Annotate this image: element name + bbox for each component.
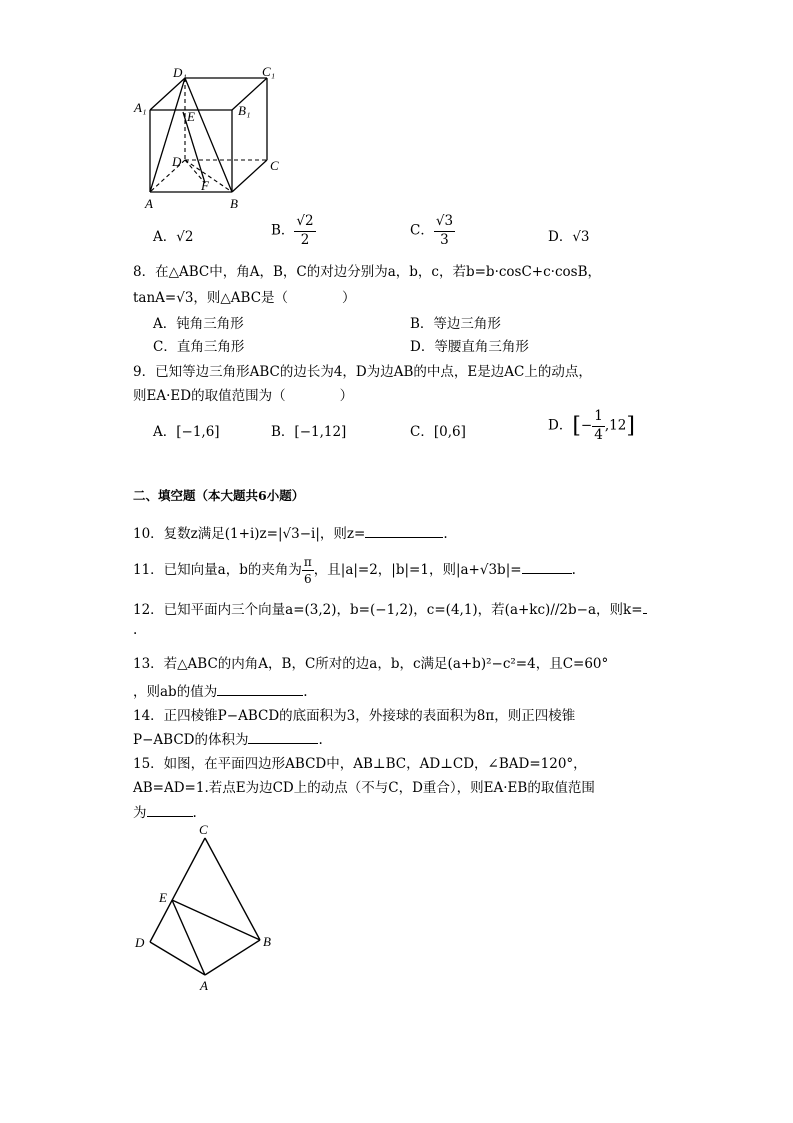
- q10: 10．复数z满足(1+i)z=|√3−i|，则z= .: [133, 526, 448, 542]
- q15-line2: AB=AD=1.若点E为边CD上的动点（不与C，D重合），则EA·EB的取值范围: [133, 780, 595, 796]
- q8-option-a: A．钝角三角形: [153, 316, 244, 332]
- cube-figure: [130, 62, 290, 212]
- q9-option-a: A．[−1,6]: [153, 424, 220, 440]
- q7-option-a: A．√2: [153, 229, 194, 245]
- q7-option-b-frac: $\frac{√2}{2}$: [296, 213, 314, 248]
- q11: 11．已知向量a，b的夹角为 $\frac{\pi}{6}$ ，且|a|=2，|b|=1，则|a+√3b|= .: [133, 555, 576, 586]
- q14-line2: P−ABCD的体积为 .: [133, 732, 323, 748]
- quad-label-C: C: [199, 822, 208, 837]
- q9-option-d-frac: $\frac{1}{4}$: [594, 408, 603, 443]
- q13-line1: 13．若△ABC的内角A，B，C所对的边a，b，c满足(a+b)²−c²=4，且C=60°: [133, 656, 609, 672]
- q14-line1: 14．正四棱锥P−ABCD的底面积为3，外接球的表面积为8π，则正四棱锥: [133, 708, 576, 724]
- q11-frac: $\frac{\pi}{6}$: [303, 555, 312, 586]
- q7-option-c: C． $\frac{√3}{3}$: [410, 213, 454, 248]
- label-A1: A₁: [134, 100, 147, 115]
- q15-line3: 为 .: [133, 805, 197, 821]
- quad-label-E: E: [159, 890, 167, 905]
- q8-line2: tanA=√3，则△ABC是（ ）: [133, 290, 356, 306]
- q8-option-b: B．等边三角形: [410, 316, 501, 332]
- quad-label-A: A: [200, 978, 208, 993]
- q8-line1: 8．在△ABC中，角A，B，C的对边分别为a，b，c，若b=b·cosC+c·cosB，: [133, 264, 602, 280]
- label-C1: C₁: [262, 64, 276, 79]
- label-D1: D₁: [173, 65, 187, 80]
- label-F: F: [201, 178, 209, 193]
- quadrilateral-figure: [130, 820, 290, 995]
- q7-option-d: D．√3: [548, 229, 590, 245]
- q7-option-d-expr: √3: [572, 229, 590, 245]
- q15-answer-blank[interactable]: [147, 816, 193, 817]
- q12-end: .: [133, 622, 138, 638]
- q10-answer-blank[interactable]: [365, 537, 443, 538]
- q9-line2: 则EA·ED的取值范围为（ ）: [133, 388, 354, 404]
- quad-label-B: B: [263, 934, 271, 949]
- label-B: B: [230, 196, 238, 211]
- section-2-title: 二、填空题（本大题共6小题）: [133, 488, 305, 503]
- label-A: A: [145, 196, 153, 211]
- q12-answer-blank[interactable]: [643, 613, 647, 614]
- q8-option-d: D．等腰直角三角形: [410, 339, 529, 355]
- quad-label-D: D: [135, 935, 145, 950]
- q9-option-c: C．[0,6]: [410, 424, 466, 440]
- q9-option-d: D．[− $\frac{1}{4}$ ,12]: [548, 408, 635, 443]
- label-C: C: [270, 158, 279, 173]
- q9-line1: 9．已知等边三角形ABC的边长为4，D为边AB的中点，E是边AC上的动点，: [133, 364, 592, 380]
- q13-line2: ，则ab的值为 .: [133, 684, 308, 700]
- q11-answer-blank[interactable]: [522, 573, 572, 574]
- q8-option-c: C．直角三角形: [153, 339, 245, 355]
- q12: 12．已知平面内三个向量a=(3,2)，b=(−1,2)，c=(4,1)，若(a+kc)//2b−a，则k=: [133, 598, 647, 618]
- q7-option-b: B． $\frac{√2}{2}$: [271, 213, 314, 248]
- q14-answer-blank[interactable]: [248, 743, 318, 744]
- label-B1: B₁: [238, 103, 251, 118]
- q7-option-a-expr: √2: [176, 229, 194, 245]
- q7-option-c-frac: $\frac{√3}{3}$: [435, 213, 454, 248]
- q15-line1: 15．如图，在平面四边形ABCD中，AB⊥BC，AD⊥CD，∠BAD=120°，: [133, 756, 587, 772]
- q13-answer-blank[interactable]: [217, 695, 303, 696]
- q9-option-b: B．[−1,12]: [271, 424, 347, 440]
- label-E: E: [187, 109, 195, 124]
- label-D: D: [172, 154, 182, 169]
